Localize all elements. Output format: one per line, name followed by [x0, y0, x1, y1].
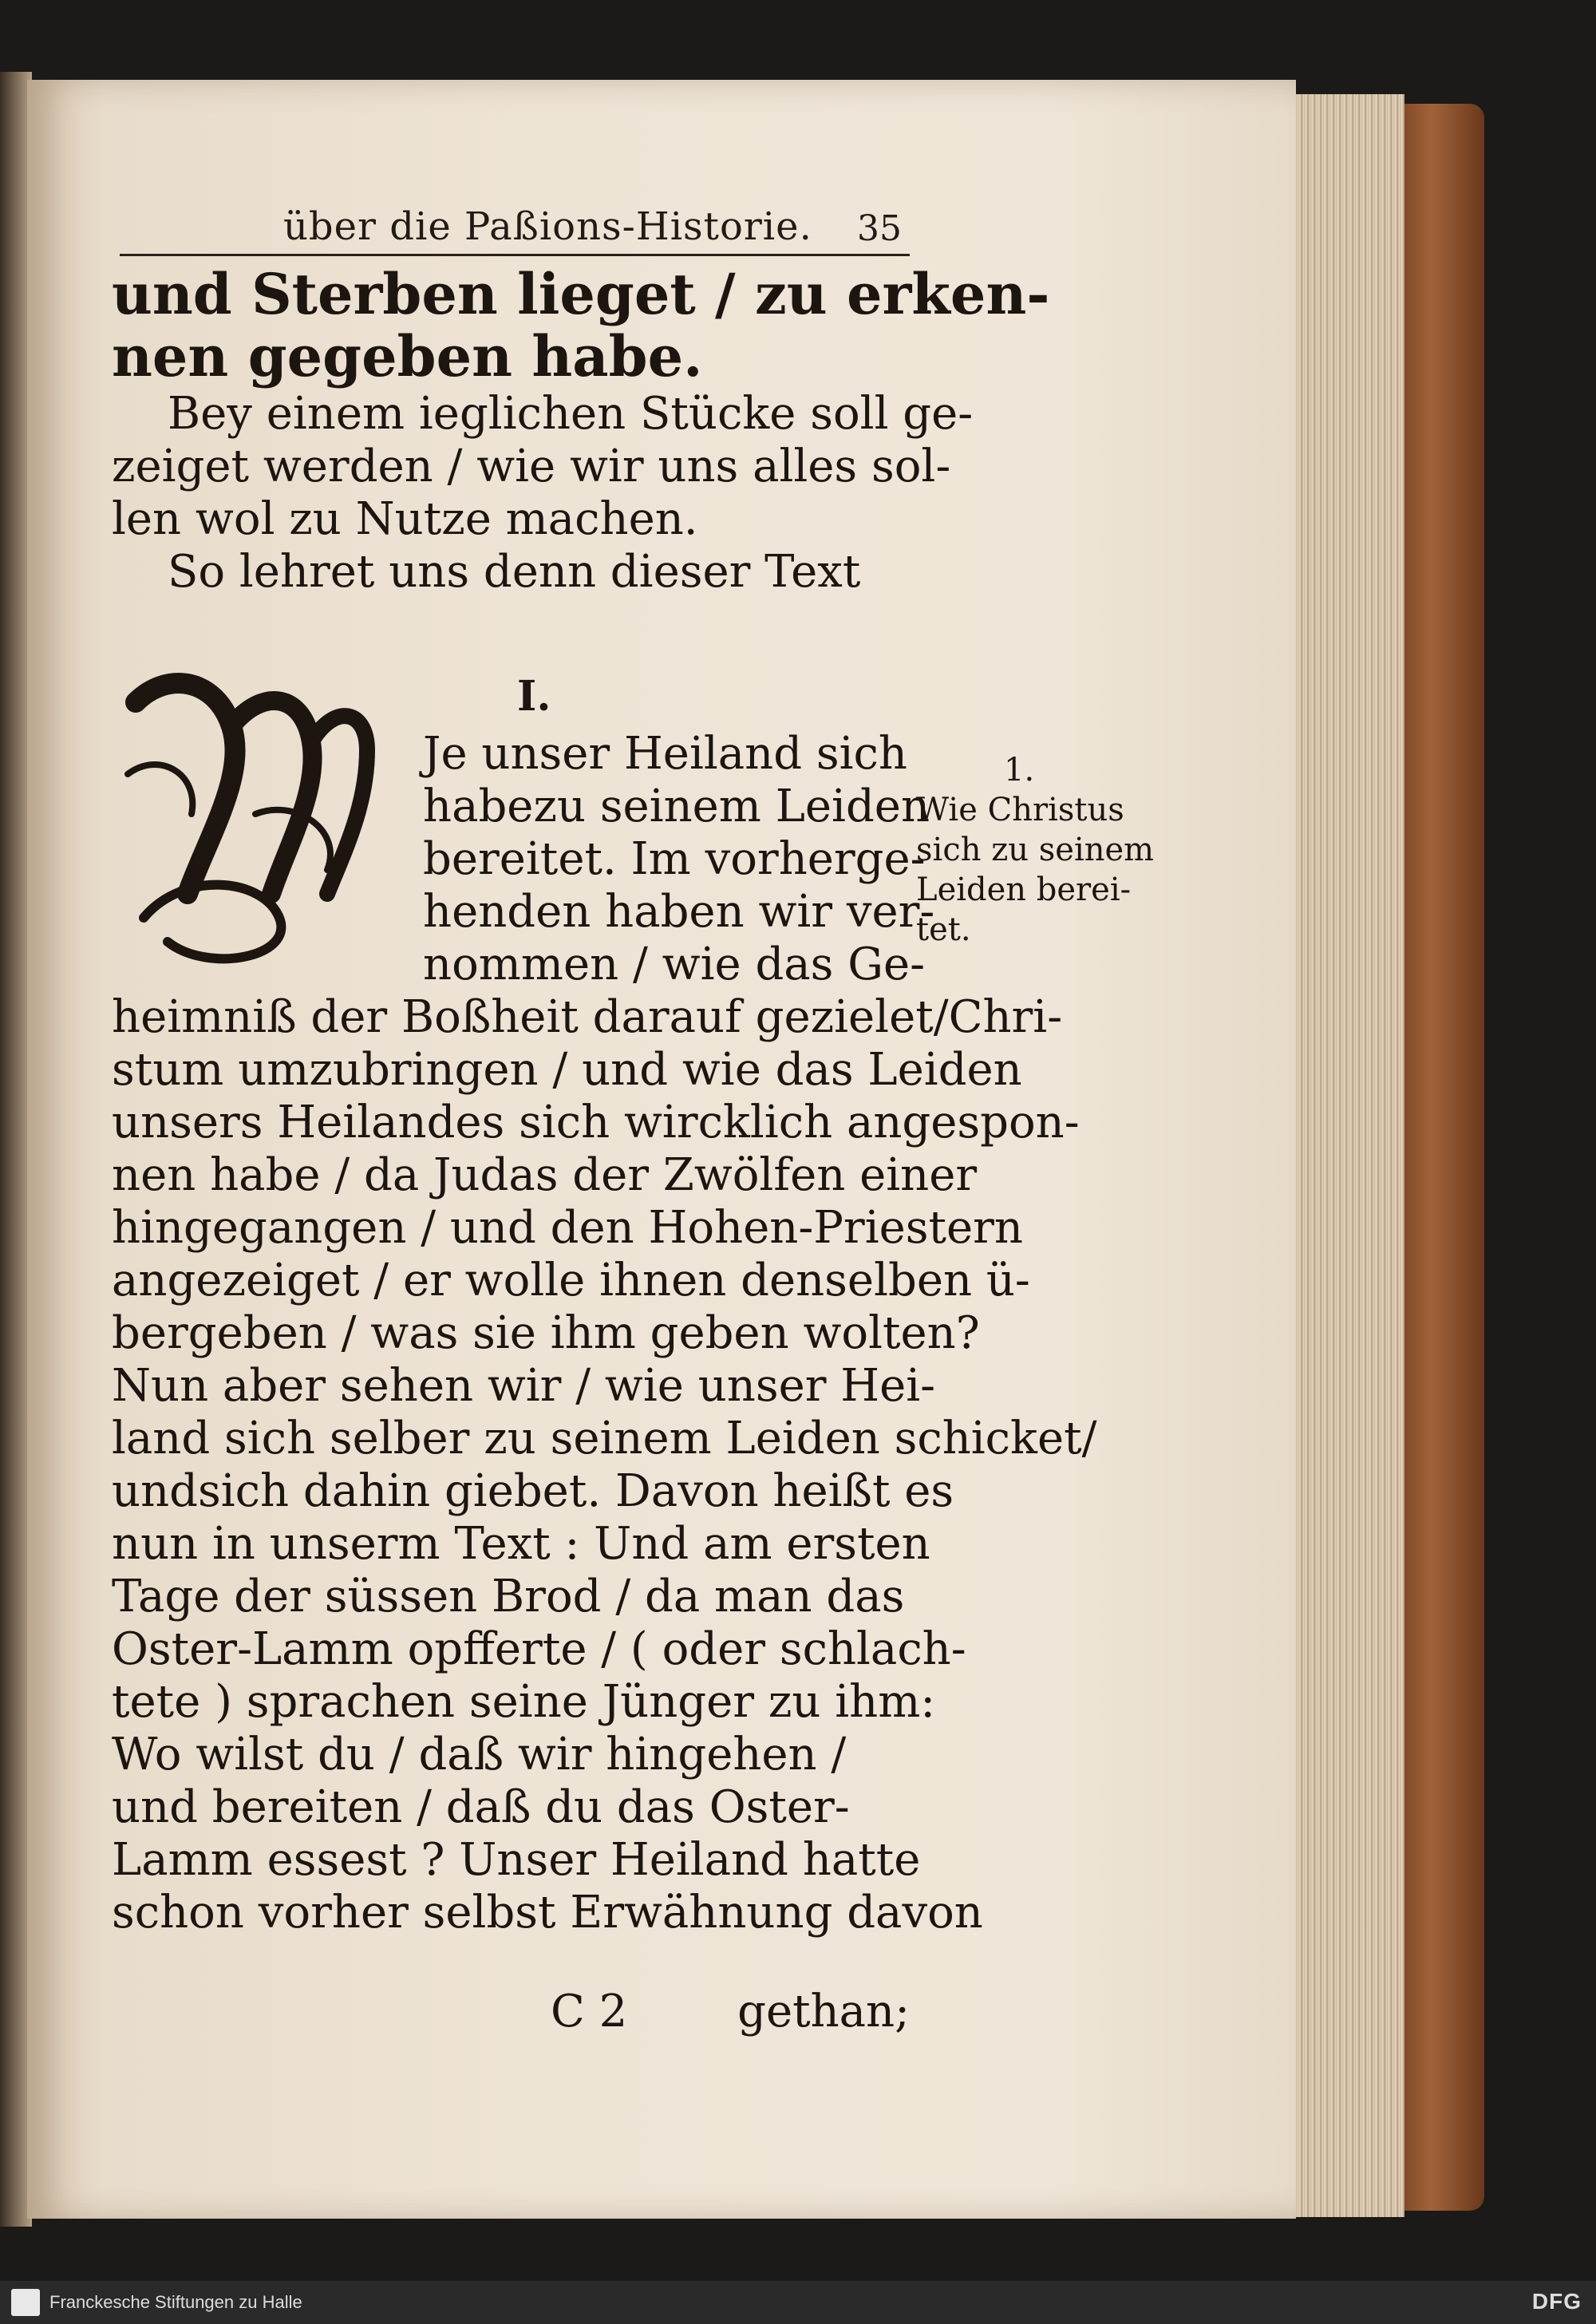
text-line: Nun aber sehen wir / wie unser Hei-: [112, 1360, 936, 1412]
dropcap-paragraph: [423, 728, 935, 991]
text-line: Tage der süssen Brod / da man das: [112, 1571, 905, 1622]
text-line: nommen / wie das Ge-: [423, 939, 926, 990]
text-line: stum umzubringen / und wie das Leiden: [112, 1044, 1022, 1096]
page-number: 35: [857, 208, 902, 249]
text-line: heimniß der Boßheit darauf gezielet/Chri-: [112, 991, 1063, 1043]
text-line: angezeiget / er wolle ihnen denselben ü-: [112, 1255, 1030, 1306]
text-line: zeiget werden / wie wir uns alles sol-: [112, 441, 951, 492]
text-line: Je unser Heiland sich: [423, 728, 907, 780]
margin-note-line: sich zu seinem: [916, 832, 1155, 868]
text-line: tete ) sprachen seine Jünger zu ihm:: [112, 1676, 936, 1728]
text-line: len wol zu Nutze machen.: [112, 493, 698, 545]
text-line: Oster-Lamm opfferte / ( oder schlach-: [112, 1623, 966, 1675]
margin-note-line: Wie Christus: [916, 792, 1124, 828]
margin-note: [916, 750, 1171, 950]
text-line: nen habe / da Judas der Zwölfen einer: [112, 1149, 978, 1201]
text-line: Lamm essest ? Unser Heiland hatte: [112, 1834, 921, 1886]
section-number: I.: [517, 672, 551, 721]
text-line: hingegangen / und den Hohen-Priestern: [112, 1202, 1023, 1254]
running-title: über die Paßions-Historie.: [283, 204, 812, 249]
margin-note-line: tet.: [916, 911, 971, 948]
institution-logo-icon: [11, 2289, 40, 2316]
margin-note-line: Leiden berei-: [916, 872, 1132, 908]
text-line: henden haben wir ver-: [423, 886, 935, 938]
text-line: und Sterben lieget / zu erken-: [112, 261, 1050, 327]
text-line: land sich selber zu seinem Leiden schicket/: [112, 1413, 1097, 1464]
text-line: bereitet. Im vorherge-: [423, 833, 926, 885]
institution-name: Franckesche Stiftungen zu Halle: [49, 2292, 302, 2312]
book-cover: [1396, 104, 1484, 2211]
text-line: schon vorher selbst Erwähnung davon: [112, 1887, 983, 1939]
text-line: Bey einem ieglichen Stücke soll ge-: [168, 388, 974, 440]
text-line: habezu seinem Leiden: [423, 781, 930, 832]
text-line: unsers Heilandes sich wircklich angespon-: [112, 1097, 1080, 1148]
viewer-footer: [0, 2281, 1596, 2324]
text-line: bergeben / was sie ihm geben wolten?: [112, 1307, 980, 1359]
decorated-initial: [112, 654, 383, 974]
text-line: undsich dahin giebet. Davon heißt es: [112, 1465, 954, 1517]
page-edges: [1285, 94, 1404, 2217]
catchword: gethan;: [737, 1986, 910, 2037]
body-text-top: [112, 261, 1050, 599]
page-header: [120, 198, 910, 256]
margin-note-number: 1.: [1004, 752, 1035, 788]
signature-mark: C 2: [551, 1986, 628, 2037]
body-text-continued: [112, 991, 1097, 1939]
text-line: nen gegeben habe.: [112, 323, 703, 389]
text-line: nun in unserm Text : Und am ersten: [112, 1518, 930, 1570]
text-line: Wo wilst du / daß wir hingehen /: [112, 1729, 847, 1781]
dfg-logo: DFG: [1531, 2289, 1582, 2314]
text-line: und bereiten / daß du das Oster-: [112, 1781, 850, 1833]
text-line: So lehret uns denn dieser Text: [168, 546, 861, 598]
